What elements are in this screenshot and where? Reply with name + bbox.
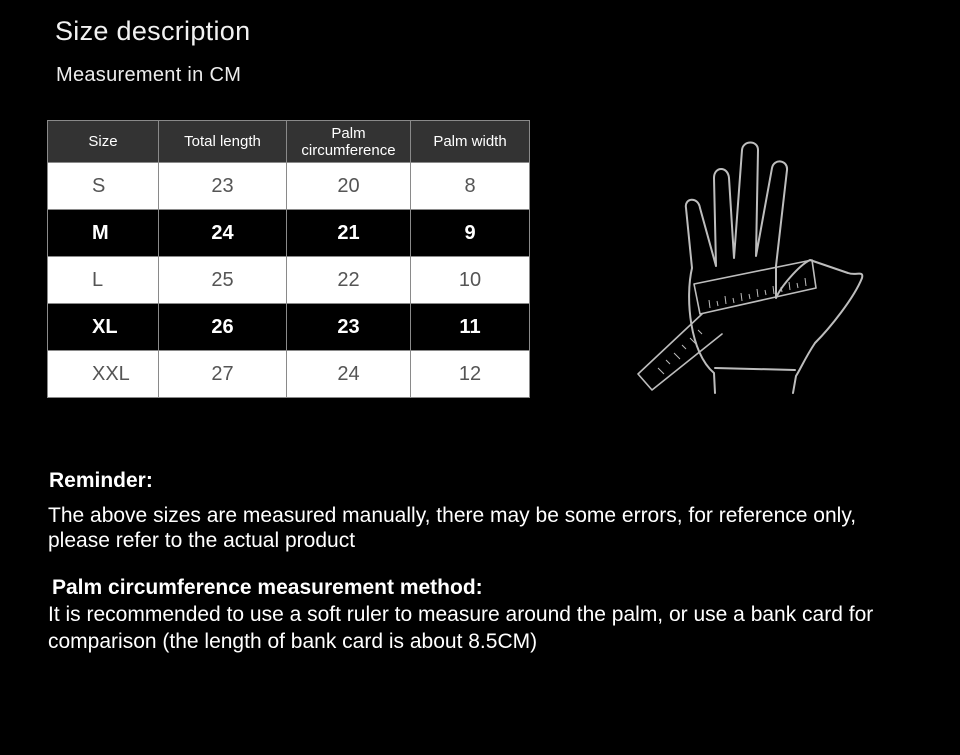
cell-total-length: 23 <box>159 163 287 210</box>
cell-palm-width: 9 <box>411 210 530 257</box>
cell-palm-width: 10 <box>411 257 530 304</box>
reminder-heading: Reminder: <box>49 469 153 492</box>
reminder-text: The above sizes are measured manually, there may be some errors, for reference only, please refer to the actual product <box>48 504 857 552</box>
cell-size: L <box>48 257 159 304</box>
cell-total-length: 24 <box>159 210 287 257</box>
measurement-unit-label: Measurement in CM <box>56 64 242 86</box>
cell-total-length: 26 <box>159 304 287 351</box>
cell-palm-circumference: 23 <box>287 304 411 351</box>
table-row <box>48 351 530 398</box>
hand-measurement-illustration <box>630 138 880 400</box>
cell-size: S <box>48 163 159 210</box>
page-title: Size description <box>55 16 251 46</box>
header-palm-width: Palm width <box>411 121 530 163</box>
cell-palm-width: 11 <box>411 304 530 351</box>
table-row <box>48 210 530 257</box>
tape-tail <box>638 314 722 390</box>
table-header-row <box>48 121 530 163</box>
method-text: It is recommended to use a soft ruler to measure around the palm, or use a bank card for comparison (the length of bank card is about 8.5CM) <box>48 603 874 653</box>
header-total-length: Total length <box>159 121 287 163</box>
cell-palm-circumference: 20 <box>287 163 411 210</box>
table-row <box>48 257 530 304</box>
cell-size: M <box>48 210 159 257</box>
cell-palm-width: 12 <box>411 351 530 398</box>
header-palm-circumference: Palm circumference <box>287 121 411 163</box>
cell-palm-circumference: 24 <box>287 351 411 398</box>
cell-palm-circumference: 21 <box>287 210 411 257</box>
table-row <box>48 163 530 210</box>
header-size: Size <box>48 121 159 163</box>
cell-size: XL <box>48 304 159 351</box>
cell-palm-width: 8 <box>411 163 530 210</box>
cell-palm-circumference: 22 <box>287 257 411 304</box>
cell-size: XXL <box>48 351 159 398</box>
size-table <box>47 120 530 398</box>
tape-ticks <box>658 278 806 374</box>
method-heading: Palm circumference measurement method: <box>52 576 483 599</box>
wrist-line <box>715 368 795 370</box>
cell-total-length: 27 <box>159 351 287 398</box>
table-row <box>48 304 530 351</box>
cell-total-length: 25 <box>159 257 287 304</box>
